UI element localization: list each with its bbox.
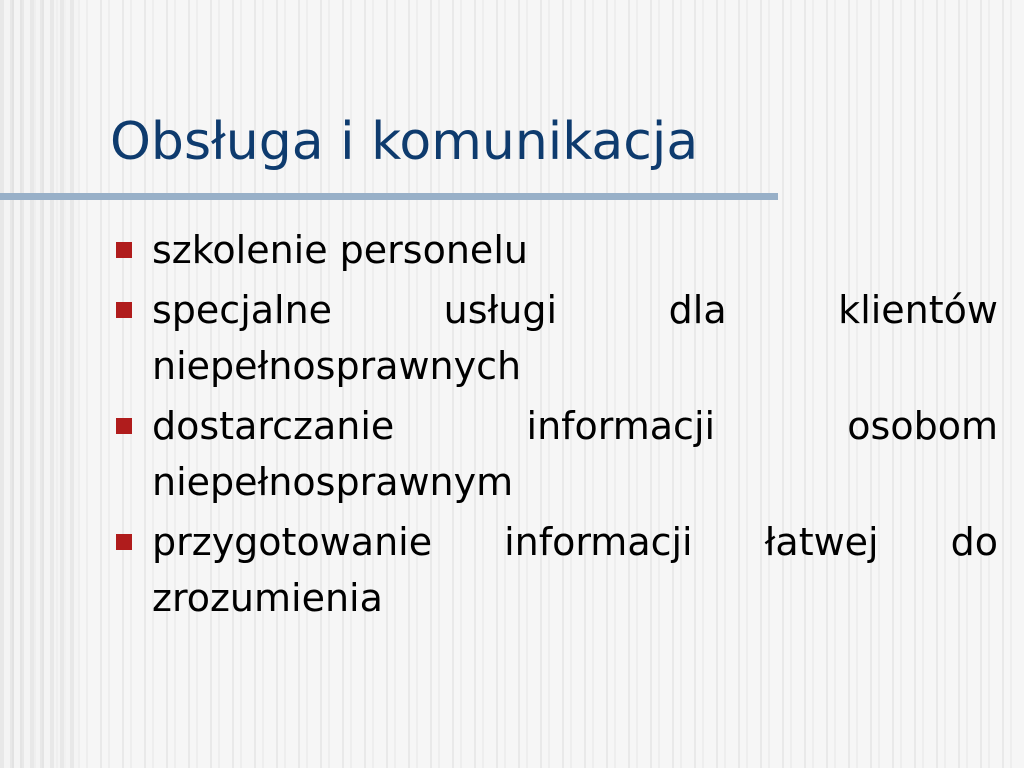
square-bullet-icon [116, 242, 132, 258]
square-bullet-icon [116, 302, 132, 318]
bullet-text: szkolenie personelu [152, 228, 528, 272]
bullet-list [116, 222, 998, 630]
bullet-item [116, 398, 998, 510]
title-divider [0, 193, 778, 200]
square-bullet-icon [116, 418, 132, 434]
slide-title: Obsługa i komunikacja [110, 112, 699, 172]
bullet-text: przygotowanie informacji łatwej do zrozumienia [152, 520, 998, 620]
bullet-item [116, 222, 998, 278]
bullet-text: specjalne usługi dla klientów niepełnosprawnych [152, 288, 998, 388]
square-bullet-icon [116, 534, 132, 550]
bullet-item [116, 514, 998, 626]
bullet-text: dostarczanie informacji osobom niepełnosprawnym [152, 404, 998, 504]
background-stripes [0, 0, 80, 768]
bullet-item [116, 282, 998, 394]
